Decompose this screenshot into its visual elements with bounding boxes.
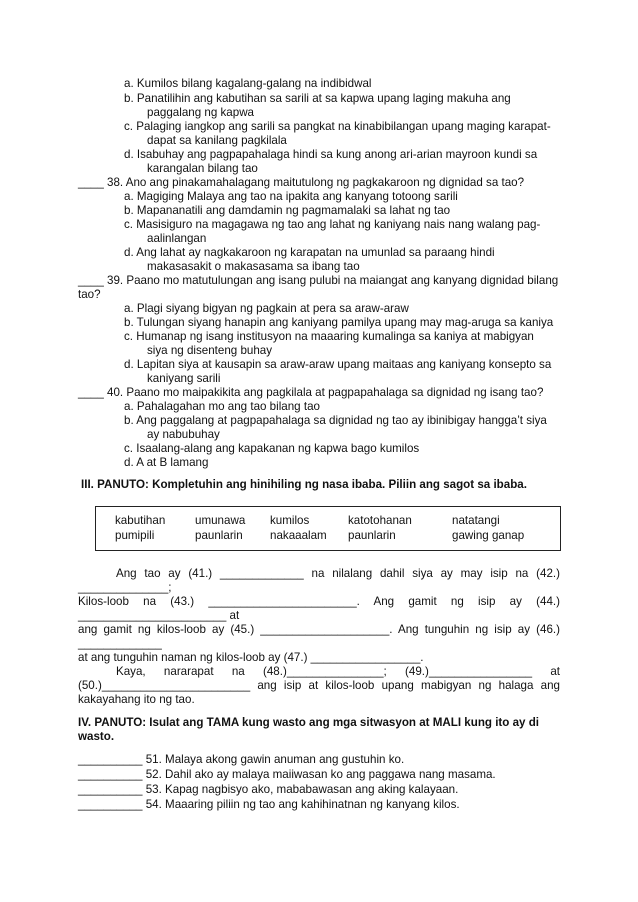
word-bank-item: umunawa — [195, 514, 246, 527]
q40-option-b: b. Ang paggalang at pagpapahalaga sa dignidad ng tao ay ibinibigay hangga’t siya — [124, 414, 547, 427]
q38-option-c-cont: aalinlangan — [147, 232, 207, 245]
question-40: ____ 40. Paano mo maipakikita ang pagkilala at pagpapahalaga sa dignidad ng isang tao? — [78, 386, 544, 399]
paragraph-line: Kaya, nararapat na (48.)_______________; (49.)________________ at — [116, 665, 560, 678]
word-bank-item: paunlarin — [195, 529, 243, 542]
word-bank-box — [95, 506, 561, 551]
q40-option-d: d. A at B lamang — [124, 456, 209, 469]
section-3-title: III. PANUTO: Kompletuhin ang hinihiling ng nasa ibaba. Piliin ang sagot sa ibaba. — [81, 478, 527, 491]
q39-option-a: a. Plagi siyang bigyan ng pagkain at pera sa araw-araw — [124, 302, 409, 315]
section-4-title-cont: wasto. — [78, 730, 115, 743]
q37-option-a: a. Kumilos bilang kagalang-galang na indibidwal — [124, 77, 372, 90]
item-53: __________ 53. Kapag nagbisyo ako, mababawasan ang aking kalayaan. — [78, 783, 459, 796]
word-bank-item: kumilos — [270, 514, 310, 527]
q38-option-b: b. Mapananatili ang damdamin ng pagmamalaki sa lahat ng tao — [124, 204, 451, 217]
word-bank-item: pumipili — [115, 529, 155, 542]
word-bank-item: katotohanan — [348, 514, 412, 527]
q37-option-d-cont: karangalan bilang tao — [147, 162, 258, 175]
item-54: __________ 54. Maaaring piliin ng tao ang kahihinatnan ng kanyang kilos. — [78, 798, 460, 811]
q39-option-c-cont: siya ng disenteng buhay — [147, 344, 273, 357]
q37-option-b-cont: paggalang ng kapwa — [147, 106, 255, 119]
q37-option-d: d. Isabuhay ang pagpapahalaga hindi sa kung anong ari-arian mayroon kundi sa — [124, 148, 538, 161]
section-4-title: IV. PANUTO: Isulat ang TAMA kung wasto ang mga sitwasyon at MALI kung ito ay di — [78, 716, 540, 729]
q39-option-b: b. Tulungan siyang hanapin ang kaniyang pamilya upang may mag-aruga sa kaniya — [124, 316, 554, 329]
q40-option-c: c. Isaalang-alang ang kapakanan ng kapwa bago kumilos — [124, 442, 420, 455]
word-bank-item: paunlarin — [348, 529, 396, 542]
paragraph-line: ______________; — [78, 581, 172, 594]
paragraph-line: kakayahang ito ng tao. — [78, 693, 195, 706]
paragraph-line: ang gamit ng kilos-loob ay (45.) ____________________. Ang tunguhin ng isip ay (46.) — [78, 623, 560, 636]
question-39: ____ 39. Paano mo matutulungan ang isang pulubi na maiangat ang kanyang dignidad bilang — [78, 274, 559, 287]
item-51: __________ 51. Malaya akong gawin anuman ang gustuhin ko. — [78, 753, 405, 766]
q37-option-c-cont: dapat sa kanilang pagkilala — [147, 134, 287, 147]
paragraph-line: _______________________ at — [78, 609, 240, 622]
q38-option-a: a. Magiging Malaya ang tao na ipakita ang kanyang totoong sarili — [124, 190, 458, 203]
q38-option-d-cont: makasasakit o makasasama sa ibang tao — [147, 260, 360, 273]
word-bank-item: natatangi — [452, 514, 500, 527]
q38-option-c: c. Masisiguro na magagawa ng tao ang lahat ng kaniyang nais nang walang pag- — [124, 218, 541, 231]
paragraph-line: _____________ — [78, 637, 162, 650]
q40-option-a: a. Pahalagahan mo ang tao bilang tao — [124, 400, 320, 413]
word-bank-item: gawing ganap — [452, 529, 525, 542]
paragraph-line: at ang tunguhin naman ng kilos-loob ay (47.) _________________. — [78, 651, 424, 664]
item-52: __________ 52. Dahil ako ay malaya maiiwasan ko ang paggawa nang masama. — [78, 768, 496, 781]
paragraph-line: Ang tao ay (41.) _____________ na nilalang dahil siya ay may isip na (42.) — [116, 567, 560, 580]
question-38: ____ 38. Ano ang pinakamahalagang maitutulong ng pagkakaroon ng dignidad sa tao? — [78, 176, 525, 189]
paragraph-line: (50.)_______________________ ang isip at kilos-loob upang mabigyan ng halaga ang — [78, 679, 560, 692]
q39-option-d-cont: kaniyang sarili — [147, 372, 221, 385]
word-bank-item: kabutihan — [115, 514, 166, 527]
q39-option-d: d. Lapitan siya at kausapin sa araw-araw upang maitaas ang kaniyang konsepto sa — [124, 358, 552, 371]
q37-option-c: c. Palaging iangkop ang sarili sa pangkat na kinabibilangan upang maging karapat- — [124, 120, 551, 133]
question-39-cont: tao? — [78, 288, 101, 301]
q40-option-b-cont: ay nabubuhay — [147, 428, 220, 441]
word-bank-item: nakaaalam — [270, 529, 327, 542]
q37-option-b: b. Panatilihin ang kabutihan sa sarili at sa kapwa upang laging makuha ang — [124, 92, 511, 105]
q38-option-d: d. Ang lahat ay nagkakaroon ng karapatan na umunlad sa paraang hindi — [124, 246, 495, 259]
paragraph-line: Kilos-loob na (43.) _______________________. Ang gamit ng isip ay (44.) — [78, 595, 560, 608]
q39-option-c: c. Humanap ng isang institusyon na maaaring kumalinga sa kaniya at mabigyan — [124, 330, 534, 343]
